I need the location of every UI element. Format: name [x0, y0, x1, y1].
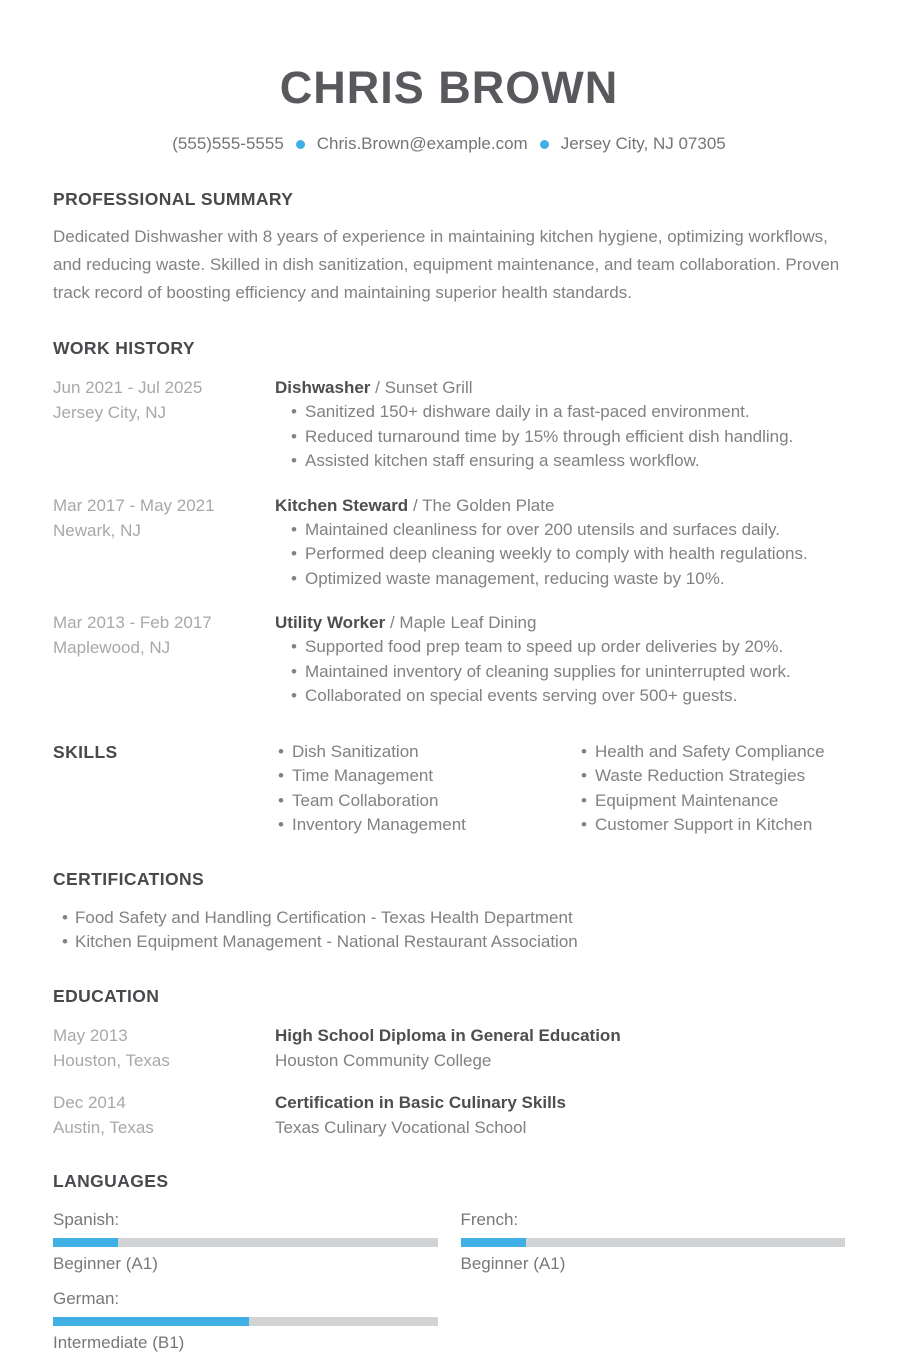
contact-row	[53, 134, 845, 154]
language-level: Intermediate (B1)	[53, 1332, 185, 1352]
job-title: Utility Worker	[275, 613, 386, 632]
skill-item: • Waste Reduction Strategies	[595, 764, 845, 789]
candidate-name: CHRIS BROWN	[279, 62, 619, 113]
job-title: Kitchen Steward	[275, 495, 409, 515]
contact-phone: (555)555-5555	[172, 134, 284, 153]
work-history-entry	[53, 493, 845, 592]
education-entry	[53, 1090, 845, 1140]
section-languages	[53, 1171, 845, 1354]
job-bullet: • Sanitized 150+ dishware daily in a fast-paced environment.	[305, 400, 845, 425]
education-school: Houston Community College	[275, 1050, 492, 1070]
job-dates: Mar 2017 - May 2021	[53, 495, 215, 515]
language-name: German:	[53, 1288, 120, 1308]
job-bullet-list	[275, 518, 845, 592]
summary-heading: PROFESSIONAL SUMMARY	[53, 189, 294, 209]
education-entry	[53, 1023, 845, 1073]
skills-column-2	[578, 740, 845, 838]
language-progress-fill	[53, 1317, 249, 1326]
skills-column-1	[275, 740, 560, 838]
education-date: Dec 2014	[53, 1092, 126, 1112]
job-bullet: • Maintained inventory of cleaning supplies for uninterrupted work.	[305, 660, 845, 685]
separator-dot-icon	[540, 140, 549, 149]
certification-list	[53, 906, 845, 955]
language-name: French:	[460, 1209, 519, 1229]
job-bullet: • Reduced turnaround time by 15% through efficient dish handling.	[305, 425, 845, 450]
job-company: Maple Leaf Dining	[399, 613, 537, 632]
job-dates: Mar 2013 - Feb 2017	[53, 613, 212, 632]
section-professional-summary	[53, 189, 845, 307]
section-skills	[53, 740, 845, 838]
title-company-separator: /	[389, 613, 395, 632]
skill-item: • Equipment Maintenance	[595, 789, 845, 814]
work-history-heading: WORK HISTORY	[53, 338, 195, 358]
job-bullet: • Collaborated on special events serving over 500+ guests.	[305, 684, 845, 709]
language-progress-fill	[53, 1238, 118, 1247]
skill-item: • Inventory Management	[292, 813, 560, 838]
job-company: Sunset Grill	[384, 378, 473, 397]
job-bullet-list	[275, 635, 845, 709]
language-progress-bar	[53, 1317, 438, 1326]
job-title: Dishwasher	[275, 378, 371, 397]
education-heading: EDUCATION	[53, 985, 160, 1006]
separator-dot-icon	[296, 140, 305, 149]
contact-email: Chris.Brown@example.com	[316, 134, 528, 153]
job-bullet: • Performed deep cleaning weekly to comply with health regulations.	[305, 542, 845, 567]
language-progress-bar	[461, 1238, 846, 1247]
job-location: Jersey City, NJ	[53, 403, 167, 422]
language-level: Beginner (A1)	[460, 1253, 566, 1273]
work-history-entry	[53, 610, 845, 709]
summary-text: Dedicated Dishwasher with 8 years of experience in maintaining kitchen hygiene, optimizing workflows, and reducing waste. Skilled in dish sanitization, equipment maintenance, and team collaboration. Proven track record of boosting efficiency and maintaining superior health standards.	[53, 227, 840, 302]
section-work-history	[53, 338, 845, 709]
job-title-line	[275, 493, 845, 518]
section-certifications	[53, 869, 845, 955]
job-bullet: • Maintained cleanliness for over 200 utensils and surfaces daily.	[305, 518, 845, 543]
job-location: Maplewood, NJ	[53, 638, 171, 657]
education-school: Texas Culinary Vocational School	[275, 1117, 527, 1137]
language-progress-bar	[53, 1238, 438, 1247]
job-title-line	[275, 375, 845, 400]
education-location: Austin, Texas	[53, 1117, 154, 1137]
job-bullet: • Assisted kitchen staff ensuring a seamless workflow.	[305, 449, 845, 474]
language-item	[461, 1209, 846, 1275]
job-dates: Jun 2021 - Jul 2025	[53, 378, 203, 397]
job-bullet: • Supported food prep team to speed up order deliveries by 20%.	[305, 635, 845, 660]
job-bullet-list	[275, 400, 845, 474]
section-education	[53, 986, 845, 1140]
job-company: The Golden Plate	[422, 495, 555, 515]
job-location: Newark, NJ	[53, 520, 141, 540]
language-level: Beginner (A1)	[53, 1253, 158, 1273]
education-date: May 2013	[53, 1025, 128, 1045]
skill-item: • Team Collaboration	[292, 789, 560, 814]
title-company-separator: /	[412, 495, 418, 515]
job-bullet: • Optimized waste management, reducing waste by 10%.	[305, 567, 845, 592]
education-location: Houston, Texas	[53, 1050, 170, 1070]
contact-location: Jersey City, NJ 07305	[560, 134, 726, 153]
languages-heading: LANGUAGES	[53, 1170, 169, 1191]
language-item	[53, 1288, 438, 1354]
language-progress-fill	[461, 1238, 526, 1247]
certification-item: • Kitchen Equipment Management - National Restaurant Association	[75, 930, 845, 955]
skill-item: • Time Management	[292, 764, 560, 789]
language-item	[53, 1209, 438, 1275]
work-history-entry	[53, 375, 845, 474]
certifications-heading: CERTIFICATIONS	[53, 868, 205, 889]
education-degree: Certification in Basic Culinary Skills	[275, 1092, 566, 1112]
education-degree: High School Diploma in General Education	[275, 1025, 621, 1045]
certification-item: • Food Safety and Handling Certification - Texas Health Department	[75, 906, 845, 931]
title-company-separator: /	[375, 378, 380, 397]
language-grid	[53, 1209, 845, 1354]
skills-heading: SKILLS	[53, 741, 118, 762]
skill-item: • Dish Sanitization	[292, 740, 560, 765]
skill-item: • Customer Support in Kitchen	[595, 813, 845, 838]
skill-item: • Health and Safety Compliance	[595, 740, 845, 765]
job-title-line	[275, 610, 845, 635]
language-name: Spanish:	[53, 1209, 120, 1229]
